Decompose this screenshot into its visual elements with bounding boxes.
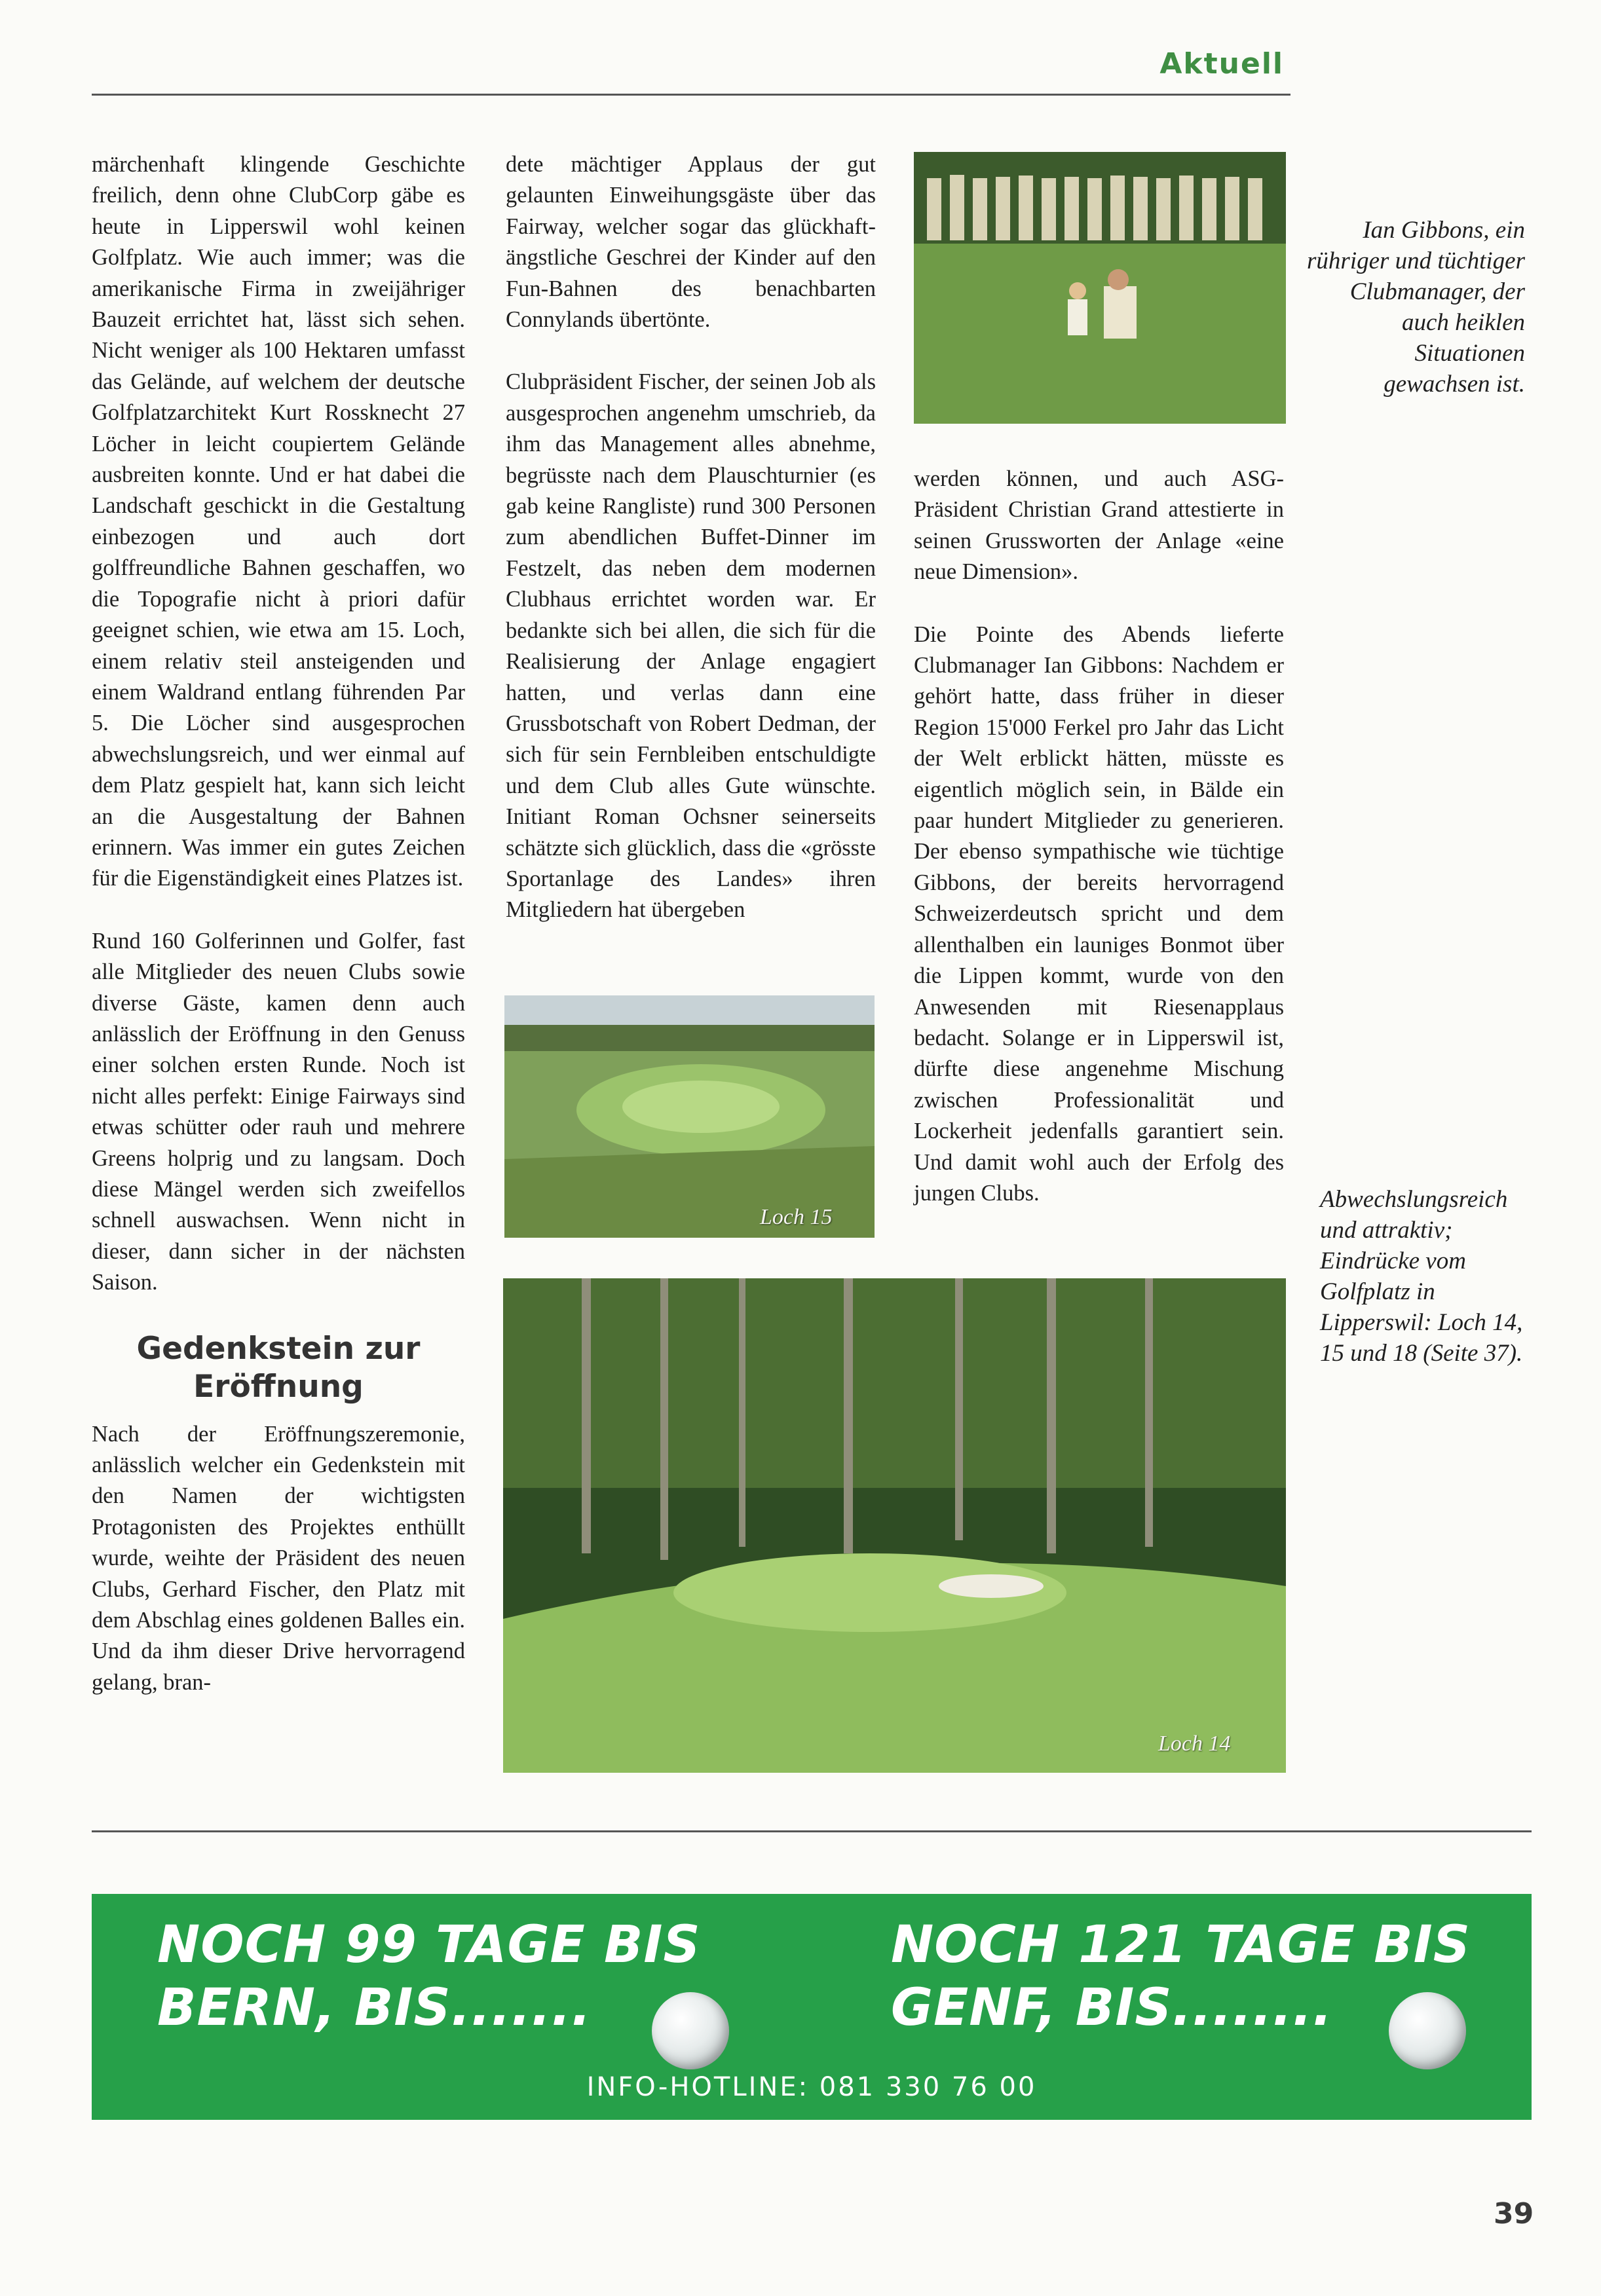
paragraph: Rund 160 Golferinnen und Golfer, fast alle Mitglieder des neuen Clubs sowie diverse Gäste, kamen denn auch anlässlich der Eröffnung in den Genuss einer solchen ersten Runde. Noch ist nicht alles perfekt: Einige Fairways sind etwas schütter oder rauh und mehrere Greens holprig und zu langsam. Doch diese Mängel werden sich zweifellos schnell auswachsen. Wenn nicht in dieser, dann sicher in der nächsten Saison. bbox=[92, 928, 465, 1295]
article-column-2 bbox=[506, 149, 876, 957]
ad-text-bern bbox=[157, 1914, 701, 2039]
paragraph: werden können, und auch ASG-Präsident Christian Grand attestierte in seinen Grussworten der Anlage «eine neue Dimension». bbox=[914, 466, 1284, 585]
photo-hole-15 bbox=[504, 995, 875, 1238]
ad-line: GENF, BIS........ bbox=[891, 1978, 1333, 2037]
golf-ball-icon bbox=[652, 1992, 729, 2069]
ad-line: NOCH 121 TAGE BIS bbox=[891, 1916, 1471, 1974]
subheading-line: Gedenkstein zur bbox=[136, 1330, 421, 1367]
paragraph: dete mächtiger Applaus der gut gelaunten Einweihungsgäste über das Fairway, welcher sogar das glückhaft-ängstliche Geschrei der Kinder auf den Fun-Bahnen des benachbarten Connylands übertönte. bbox=[506, 152, 876, 333]
photo-hole-15-image bbox=[504, 995, 875, 1238]
header-divider bbox=[92, 94, 1290, 96]
article-column-3 bbox=[914, 464, 1284, 1240]
subheading-line: Eröffnung bbox=[193, 1368, 364, 1405]
golf-ball-icon bbox=[1389, 1992, 1466, 2069]
caption-course: Abwechslungsreich und attraktiv; Eindrücke vom Golfplatz in Lipperswil: Loch 14, 15 und 18 (Seite 37). bbox=[1320, 1186, 1523, 1367]
ad-banner bbox=[92, 1894, 1532, 2120]
photo-hole-14 bbox=[503, 1278, 1286, 1773]
page-number: 39 bbox=[1494, 2197, 1534, 2231]
ad-text-genf bbox=[891, 1914, 1471, 2039]
ad-line: NOCH 99 TAGE BIS bbox=[157, 1916, 701, 1974]
subheading bbox=[92, 1330, 465, 1406]
paragraph: Die Pointe des Abends lieferte Clubmanager Ian Gibbons: Nachdem er gehört hatte, dass früher in dieser Region 15'000 Ferkel pro Jahr das Licht der Welt erblickt hätten, müsste es eigentlich möglich sein, in Bälde ein paar hundert Mitglieder zu generieren. Der ebenso sympathische wie tüchtige Gibbons, der bereits hervorragend Schweizerdeutsch spricht und dem allenthalben ein launiges Bonmot über die Lippen kommt, wurde von den Anwesenden mit Riesenapplaus bedacht. Solange er in Lipperswil ist, dürfte diese angenehme Mischung zwischen Professionalität und Lockerheit jedenfalls garantiert sein. Und damit wohl auch der Erfolg des jungen Clubs. bbox=[914, 621, 1284, 1206]
photo-gibbons bbox=[914, 152, 1286, 424]
ad-line: BERN, BIS....... bbox=[157, 1978, 592, 2037]
section-title: Aktuell bbox=[1159, 47, 1284, 81]
paragraph: Clubpräsident Fischer, der seinen Job als ausgesprochen angenehm umschrieb, da ihm das Management alles abnehme, begrüsste nach dem Plauschturnier (es gab keine Rangliste) rund 300 Personen zum abendlichen Buffet-Dinner im Festzelt, das neben dem modernen Clubhaus errichtet worden war. Er bedankte sich bei allen, die sich für die Realisierung der Anlage engagiert hatten, und verlas dann eine Grussbotschaft von Robert Dedman, der sich für sein Fernbleiben entschuldigte und dem Club alles Gute wünschte. Initiant Roman Ochsner seinerseits schätzte sich glücklich, dass die «grösste Sportanlage des Landes» ihren Mitgliedern hat übergeben bbox=[506, 369, 876, 923]
paragraph: märchenhaft klingende Geschichte freilich, denn ohne ClubCorp gäbe es heute in Lipperswil wohl keinen Golfplatz. Wie auch immer; was die amerikanische Firma in zweijähriger Bauzeit errichtet hat, lässt sich sehen. Nicht weniger als 100 Hektaren umfasst das Gelände, auf welchem der deutsche Golfplatzarchitekt Kurt Rossknecht 27 Löcher in leicht coupiertem Gelände ausbreiten konnte. Und er hat dabei die Landschaft geschickt in die Gestaltung einbezogen und auch dort golffreundliche Bahnen geschaffen, wo die Topografie nicht à priori dafür geeignet schien, wie etwa am 15. Loch, einem relativ steil ansteigenden und einem Waldrand entlang führenden Par 5. Die Löcher sind ausgesprochen abwechslungsreich, und wer einmal auf dem Platz gespielt hat, kann sich leicht an die Ausgestaltung der Bahnen erinnern. Was immer ein gutes Zeichen für die Eigenständigkeit eines Platzes ist. bbox=[92, 152, 465, 891]
photo-hole-14-image bbox=[503, 1278, 1286, 1773]
photo-label-hole-14: Loch 14 bbox=[1158, 1731, 1231, 1756]
photo-gibbons-image bbox=[914, 152, 1286, 424]
caption-gibbons: Ian Gibbons, ein rühriger und tüchtiger Clubmanager, der auch heiklen Situationen gewachsen ist. bbox=[1307, 217, 1525, 398]
footer-divider bbox=[92, 1830, 1532, 1832]
photo-label-hole-15: Loch 15 bbox=[760, 1205, 833, 1229]
ad-hotline: INFO-HOTLINE: 081 330 76 00 bbox=[586, 2072, 1037, 2102]
article-column-1 bbox=[92, 149, 465, 1730]
paragraph: Nach der Eröffnungszeremonie, anlässlich welcher ein Gedenkstein mit den Namen der wichtigsten Protagonisten des Projektes enthüllt wurde, weihte der Präsident des neuen Clubs, Gerhard Fischer, den Platz mit dem Abschlag eines goldenen Balles ein. Und da ihm dieser Drive hervorragend gelang, bran- bbox=[92, 1421, 465, 1695]
